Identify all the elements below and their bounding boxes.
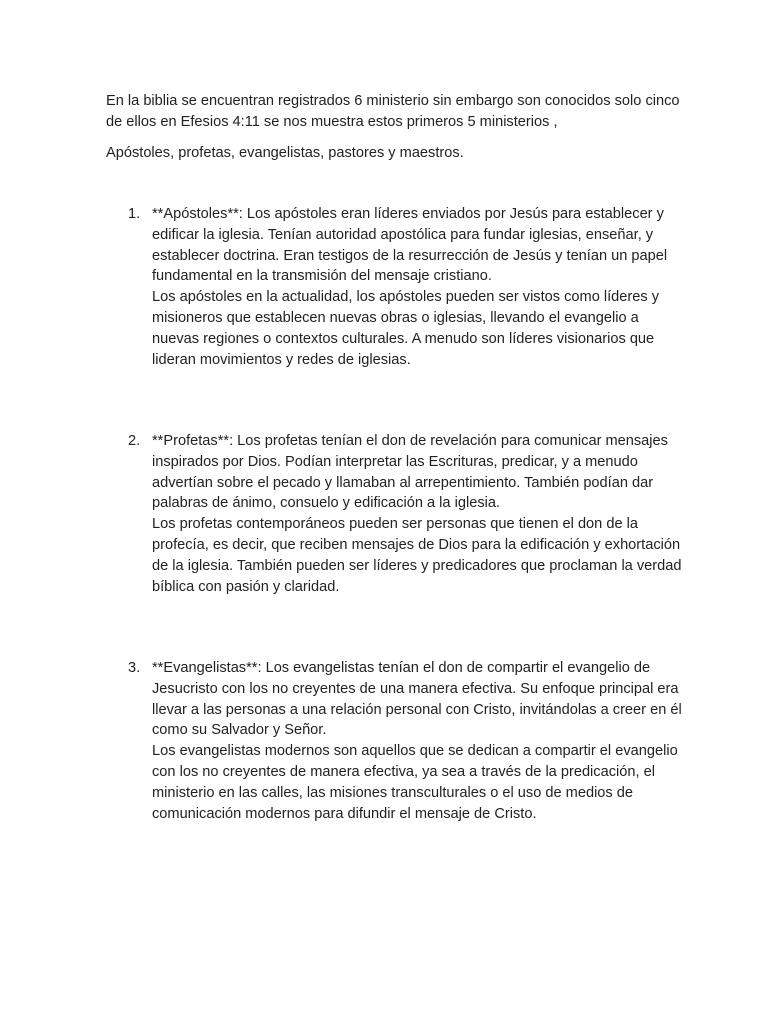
list-item-description: **Profetas**: Los profetas tenían el don de revelación para comunicar mensajes inspirados por Dios. Podían interpretar las Escrituras, predicar, y a menudo advertían sobre el pecado y llamaban al arrepentimiento. También podían dar palabras de ánimo, consuelo y edificación a la iglesia. — [152, 433, 668, 512]
list-item-body — [152, 658, 688, 824]
list-item-description: **Apóstoles**: Los apóstoles eran líderes enviados por Jesús para establecer y edificar la iglesia. Tenían autoridad apostólica para fundar iglesias, enseñar, y establecer doctrina. Eran testigos de la resurrección de Jesús y tenían un papel fundamental en la transmisión del mensaje cristiano. — [152, 206, 668, 285]
list-item-evangelistas — [128, 658, 688, 824]
intro-ministries-list: Apóstoles, profetas, evangelistas, pastores y maestros. — [106, 145, 464, 161]
list-item-modern-description: Los apóstoles en la actualidad, los apóstoles pueden ser vistos como líderes y misioneros que establecen nuevas obras o iglesias, llevando el evangelio a nuevas regiones o contextos culturales. A menudo son líderes visionarios que lideran movimientos y redes de iglesias. — [152, 289, 660, 368]
list-item-body — [152, 204, 688, 370]
list-item-apostoles — [128, 204, 688, 370]
list-item-number: 3. — [128, 660, 141, 676]
intro-paragraph: En la biblia se encuentran registrados 6 ministerio sin embargo son conocidos solo cinco de ellos en Efesios 4:11 se nos muestra estos primeros 5 ministerios , — [106, 93, 680, 130]
list-item-number: 2. — [128, 433, 141, 449]
list-item-profetas — [128, 431, 688, 597]
list-item-description: **Evangelistas**: Los evangelistas tenían el don de compartir el evangelio de Jesucristo con los no creyentes de una manera efectiva. Su enfoque principal era llevar a las personas a una relación personal con Cristo, invitándolas a creer en él como su Salvador y Señor. — [152, 660, 682, 739]
list-item-modern-description: Los profetas contemporáneos pueden ser personas que tienen el don de la profecía, es decir, que reciben mensajes de Dios para la edificación y exhortación de la iglesia. También pueden ser líderes y predicadores que proclaman la verdad bíblica con pasión y claridad. — [152, 516, 682, 595]
list-item-body — [152, 431, 688, 597]
list-item-number: 1. — [128, 206, 141, 222]
list-item-modern-description: Los evangelistas modernos son aquellos que se dedican a compartir el evangelio con los no creyentes de manera efectiva, ya sea a través de la predicación, el ministerio en las calles, las misiones transculturales o el uso de medios de comunicación modernos para difundir el mensaje de Cristo. — [152, 743, 678, 822]
